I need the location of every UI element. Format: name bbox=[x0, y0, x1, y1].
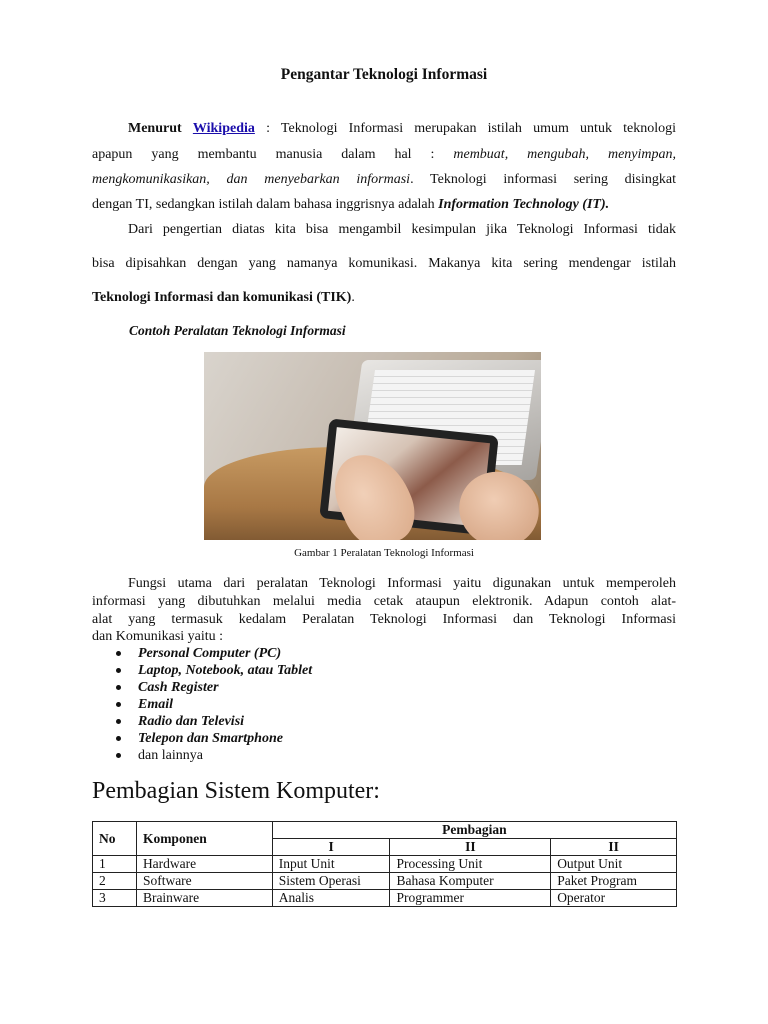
subheader-cell: II bbox=[551, 839, 677, 856]
list-item bbox=[113, 645, 312, 662]
para2-line-1-text: Dari pengertian diatas kita bisa mengambil kesimpulan jika Teknologi Informasi tidak bbox=[128, 222, 676, 237]
table-cell: Paket Program bbox=[551, 873, 677, 890]
para3-line-2-text: informasi yang dibutuhkan melalui media cetak ataupun elektronik. Adapun contoh alat- bbox=[92, 594, 676, 609]
bullet-icon bbox=[116, 685, 121, 690]
intro-line-4 bbox=[92, 197, 676, 213]
list-item-text: Laptop, Notebook, atau Tablet bbox=[138, 663, 313, 678]
table-row bbox=[93, 856, 677, 873]
table-header-row bbox=[93, 822, 677, 839]
section-heading: Pembagian Sistem Komputer: bbox=[92, 778, 380, 804]
bullet-icon bbox=[116, 753, 121, 758]
para2-line-1 bbox=[92, 222, 676, 238]
list-item bbox=[113, 662, 312, 679]
equipment-list bbox=[113, 645, 312, 764]
system-division-table bbox=[92, 821, 677, 907]
intro-line-1-text: Teknologi Informasi merupakan istilah umum untuk teknologi bbox=[280, 121, 677, 136]
para3-line-4 bbox=[92, 629, 676, 645]
table-cell: Hardware bbox=[136, 856, 272, 873]
figure-caption: Gambar 1 Peralatan Teknologi Informasi bbox=[294, 547, 474, 559]
intro-line-4-term: Information Technology (IT). bbox=[438, 197, 610, 212]
intro-line-3 bbox=[92, 172, 676, 188]
para2-line-2-text: bisa dipisahkan dengan yang namanya komunikasi. Makanya kita sering mendengar istilah bbox=[92, 256, 676, 271]
intro-colon: : bbox=[254, 121, 281, 136]
intro-line-2-text: apapun yang membantu manusia dalam hal : bbox=[92, 147, 454, 162]
para2-line-2 bbox=[92, 256, 676, 272]
list-item bbox=[113, 713, 312, 730]
intro-line-1 bbox=[92, 121, 676, 137]
list-item bbox=[113, 679, 312, 696]
table-cell: Bahasa Komputer bbox=[390, 873, 551, 890]
table-cell: Sistem Operasi bbox=[272, 873, 390, 890]
wikipedia-link[interactable]: Wikipedia bbox=[192, 121, 255, 136]
para2-line-3-end: . bbox=[351, 290, 355, 305]
bullet-icon bbox=[116, 702, 121, 707]
list-item-text: Telepon dan Smartphone bbox=[138, 731, 283, 746]
list-item-text: Cash Register bbox=[138, 680, 219, 695]
bullet-icon bbox=[116, 651, 121, 656]
table-cell: 1 bbox=[93, 856, 137, 873]
intro-lead: Menurut bbox=[128, 121, 182, 136]
table-cell: Input Unit bbox=[272, 856, 390, 873]
bullet-icon bbox=[116, 736, 121, 741]
subheader-cell: I bbox=[272, 839, 390, 856]
table-row bbox=[93, 890, 677, 907]
table-cell: Software bbox=[136, 873, 272, 890]
list-item-text: Radio dan Televisi bbox=[138, 714, 245, 729]
figure-heading: Contoh Peralatan Teknologi Informasi bbox=[129, 323, 346, 338]
table-row bbox=[93, 873, 677, 890]
header-pembagian: Pembagian bbox=[272, 822, 676, 839]
list-item-text: Email bbox=[138, 697, 174, 712]
table-cell: Processing Unit bbox=[390, 856, 551, 873]
header-no: No bbox=[93, 822, 137, 856]
intro-line-2 bbox=[92, 147, 676, 163]
para3-line-2 bbox=[92, 594, 676, 610]
para3-line-4-text: dan Komunikasi yaitu : bbox=[92, 629, 224, 644]
bullet-icon bbox=[116, 668, 121, 673]
list-item-text: dan lainnya bbox=[138, 748, 203, 763]
list-item-text: Personal Computer (PC) bbox=[138, 646, 282, 661]
header-komponen: Komponen bbox=[136, 822, 272, 856]
table-cell: Programmer bbox=[390, 890, 551, 907]
intro-line-4-text: dengan TI, sedangkan istilah dalam bahasa inggrisnya adalah bbox=[92, 197, 439, 212]
table-cell: 3 bbox=[93, 890, 137, 907]
table-cell: Operator bbox=[551, 890, 677, 907]
para3-line-1-text: Fungsi utama dari peralatan Teknologi Informasi yaitu digunakan untuk memperoleh bbox=[128, 576, 676, 591]
intro-line-3-text: . Teknologi informasi sering disingkat bbox=[410, 172, 676, 187]
intro-line-3-italic: mengkomunikasikan, dan menyebarkan informasi bbox=[92, 172, 411, 187]
list-item bbox=[113, 696, 312, 713]
bullet-icon bbox=[116, 719, 121, 724]
para2-line-3 bbox=[92, 290, 676, 306]
table-cell: Brainware bbox=[136, 890, 272, 907]
tik-term: Teknologi Informasi dan komunikasi (TIK) bbox=[92, 290, 352, 305]
document-title: Pengantar Teknologi Informasi bbox=[280, 66, 488, 83]
list-item bbox=[113, 747, 312, 764]
table-cell: 2 bbox=[93, 873, 137, 890]
para3-line-3-text: alat yang termasuk kedalam Peralatan Teknologi Informasi dan Teknologi Informasi bbox=[92, 612, 676, 627]
list-item bbox=[113, 730, 312, 747]
subheader-cell: II bbox=[390, 839, 551, 856]
para3-line-3 bbox=[92, 612, 676, 628]
para3-line-1 bbox=[92, 576, 676, 592]
table-cell: Analis bbox=[272, 890, 390, 907]
table-cell: Output Unit bbox=[551, 856, 677, 873]
intro-line-2-italic: membuat, mengubah, menyimpan, bbox=[453, 147, 676, 162]
tablet-laptop-photo bbox=[204, 352, 541, 540]
